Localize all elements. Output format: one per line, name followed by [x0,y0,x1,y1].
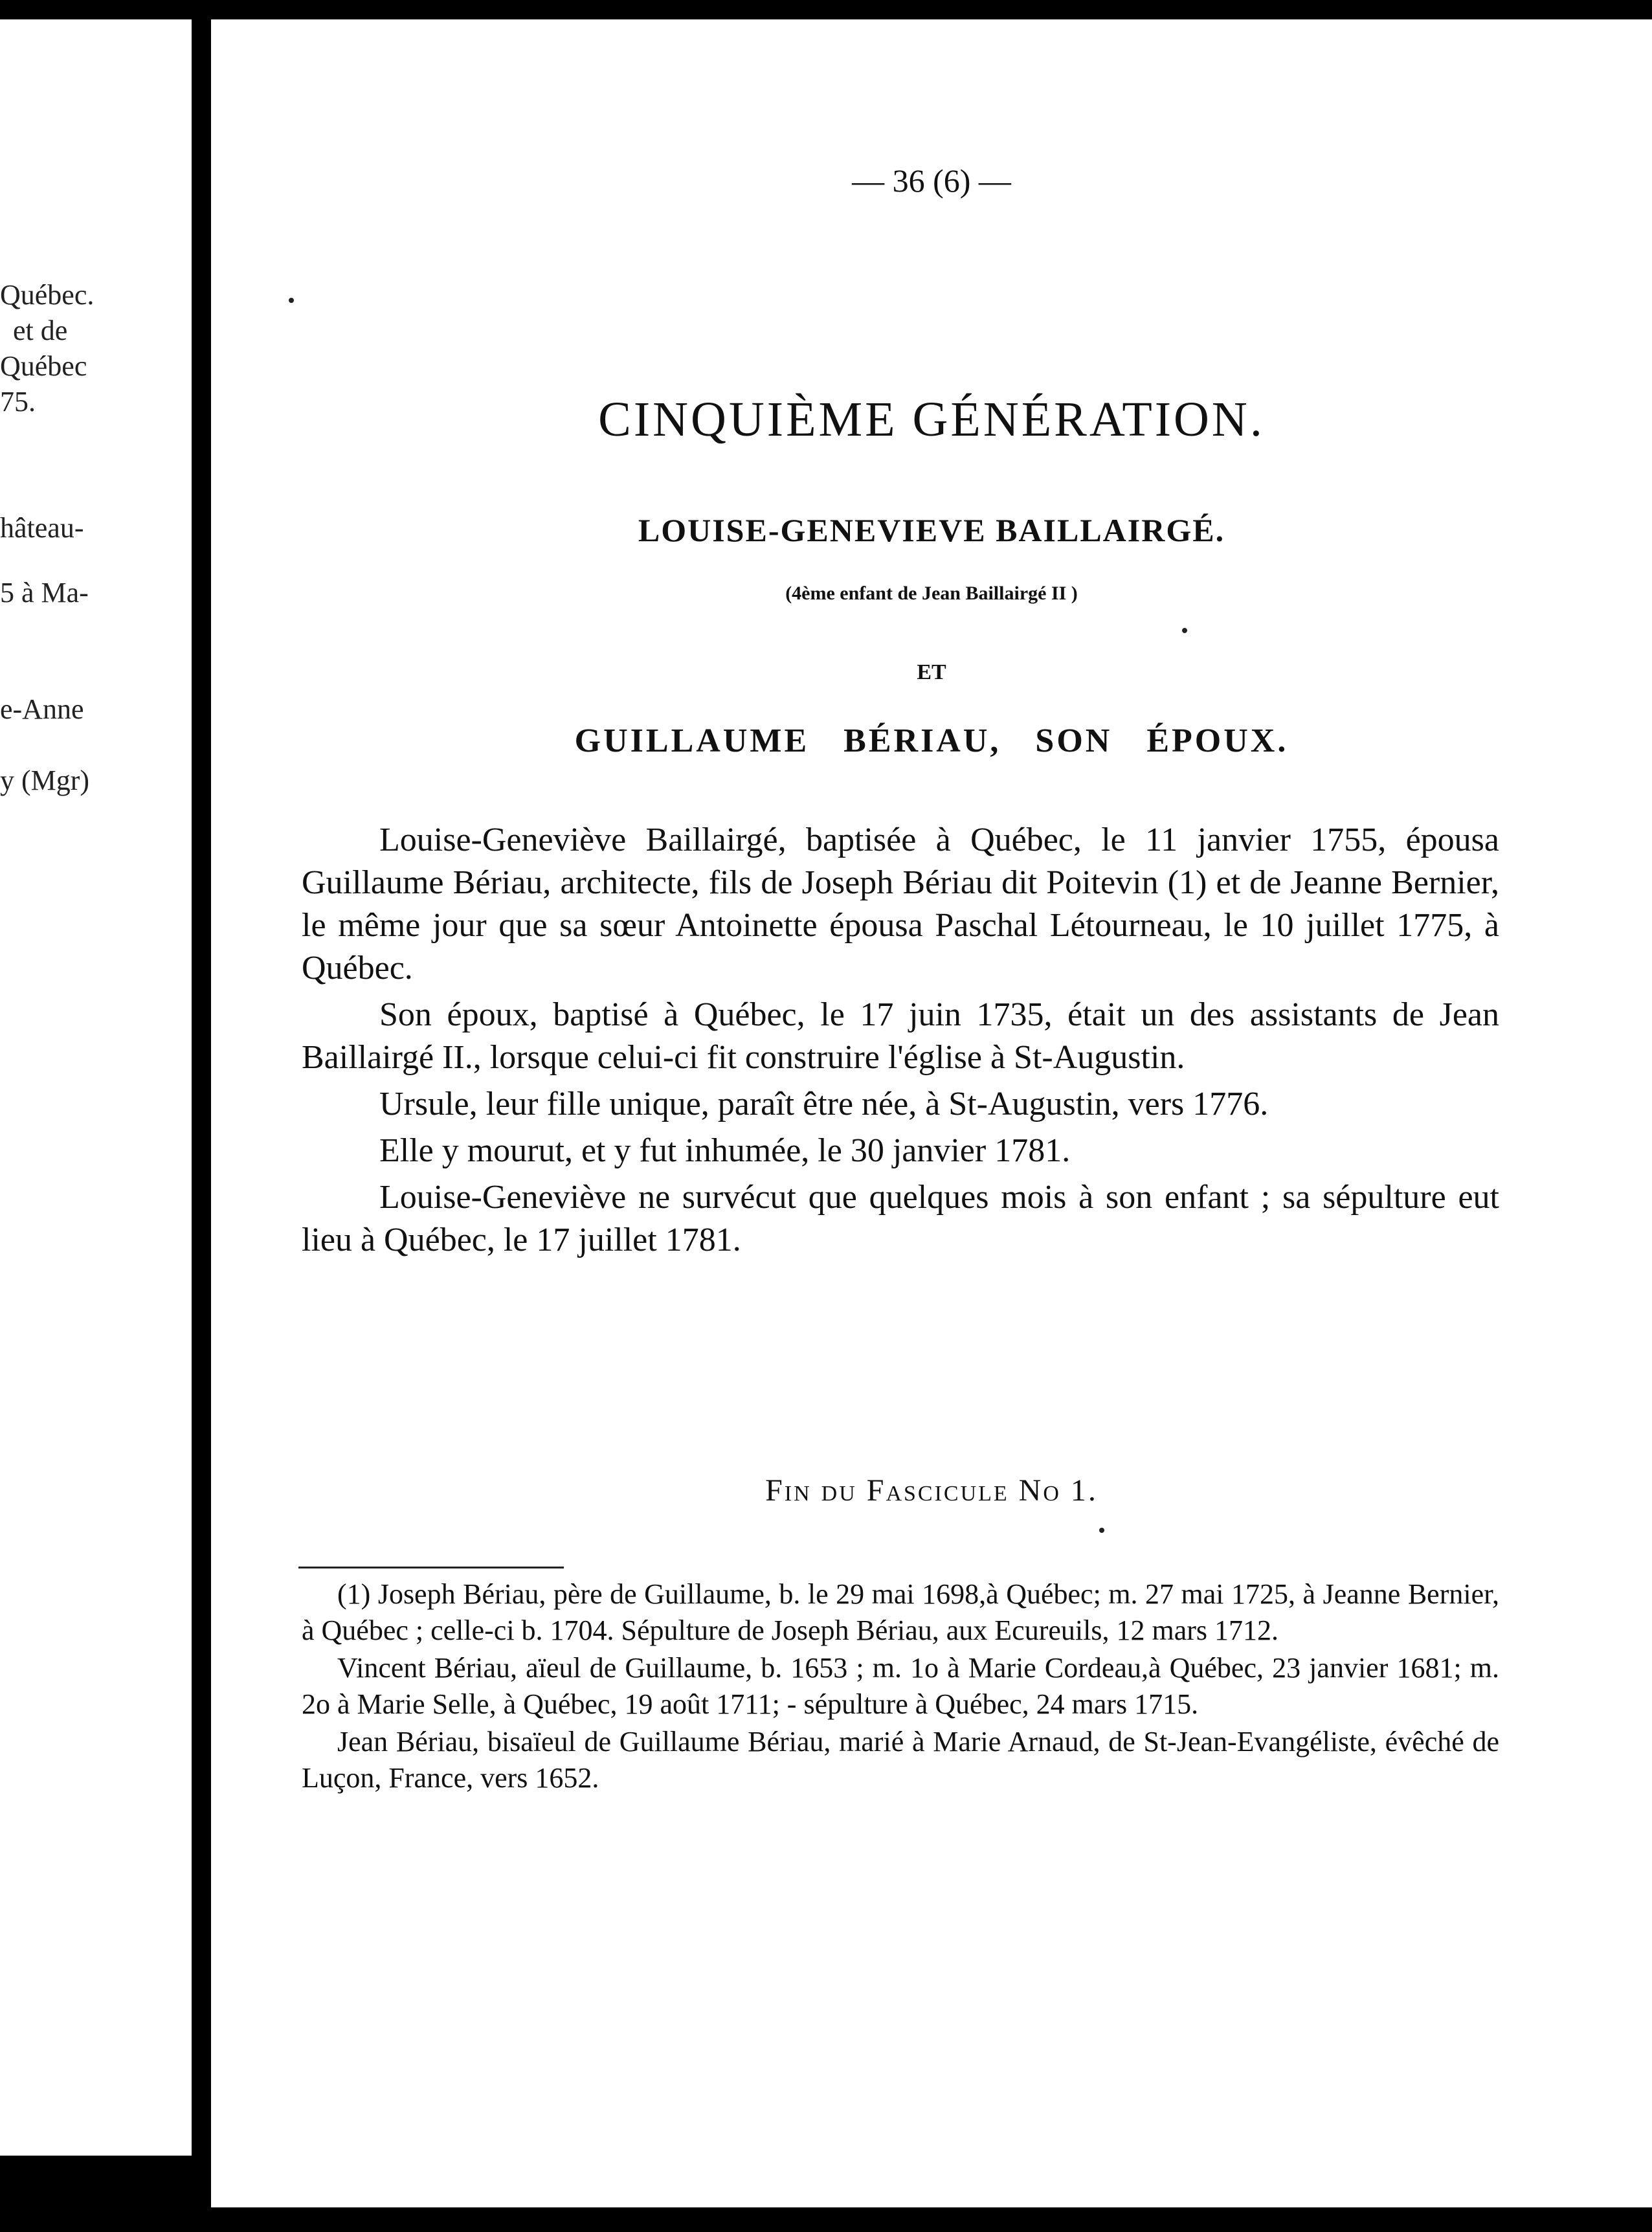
footnote: Jean Bériau, bisaïeul de Guillaume Bériau, marié à Marie Arnaud, de St-Jean-Evangéliste, évêché de Luçon, France, vers 1652. [302,1726,1499,1794]
paragraph: Ursule, leur fille unique, paraît être née, à St-Augustin, vers 1776. [379,1086,1269,1122]
paragraph: Louise-Geneviève ne survécut que quelques mois à son enfant ; sa sépulture eut lieu à Québec, le 17 juillet 1781. [302,1179,1499,1258]
facing-page-text: et de [13,315,68,346]
scan-speck [289,298,294,303]
facing-page-text: hâteau- [0,512,84,544]
conjunction: ET [917,660,946,684]
subject-note: (4ème enfant de Jean Baillairgé II ) [785,583,1078,604]
footnote: (1) Joseph Bériau, père de Guillaume, b. le 29 mai 1698,à Québec; m. 27 mai 1725, à Jeanne Bernier, à Québec ; celle-ci b. 1704. Sépulture de Joseph Bériau, aux Ecureuils, 12 mars 1712. [302,1578,1499,1646]
subject-heading: LOUISE-GENEVIEVE BAILLAIRGÉ. [638,512,1225,548]
scan-speck [1182,628,1187,633]
facing-page-fragment [0,19,192,2156]
paragraph: Louise-Geneviève Baillairgé, baptisée à Québec, le 11 janvier 1755, épousa Guillaume Bériau, architecte, fils de Joseph Bériau dit Poitevin (1) et de Jeanne Bernier, le même jour que sa sœur Antoinette épousa Paschal Létourneau, le 10 juillet 1775, à Québec. [302,821,1499,987]
facing-page-text: e-Anne [0,693,84,725]
document-page [211,19,1652,2207]
book-gutter [192,0,211,2232]
footnote: Vincent Bériau, aïeul de Guillaume, b. 1653 ; m. 1o à Marie Cordeau,à Québec, 23 janvier 1681; m. 2o à Marie Selle, à Québec, 19 août 1711; - sépulture à Québec, 24 mars 1715. [302,1652,1499,1720]
body-text [302,819,1499,1266]
page-title: CINQUIÈME GÉNÉRATION. [598,392,1265,447]
facing-page-text: 5 à Ma- [0,577,89,608]
spouse-heading: GUILLAUME BÉRIAU, SON ÉPOUX. [574,722,1289,759]
paragraph: Elle y mourut, et y fut inhumée, le 30 janvier 1781. [379,1132,1071,1169]
footnotes [302,1576,1499,1798]
closing-line: Fin du Fascicule No 1. [765,1473,1098,1508]
footnote-rule [298,1567,564,1568]
facing-page-text: 75. [0,386,36,418]
facing-page-text: Québec. [0,279,95,311]
scan-speck [1099,1528,1104,1533]
facing-page-text: Québec [0,350,87,382]
facing-page-text: y (Mgr) [0,764,90,796]
page-number: — 36 (6) — [852,162,1011,199]
paragraph: Son époux, baptisé à Québec, le 17 juin 1735, était un des assistants de Jean Baillairgé II., lorsque celui-ci fit construire l'église à St-Augustin. [302,996,1499,1076]
